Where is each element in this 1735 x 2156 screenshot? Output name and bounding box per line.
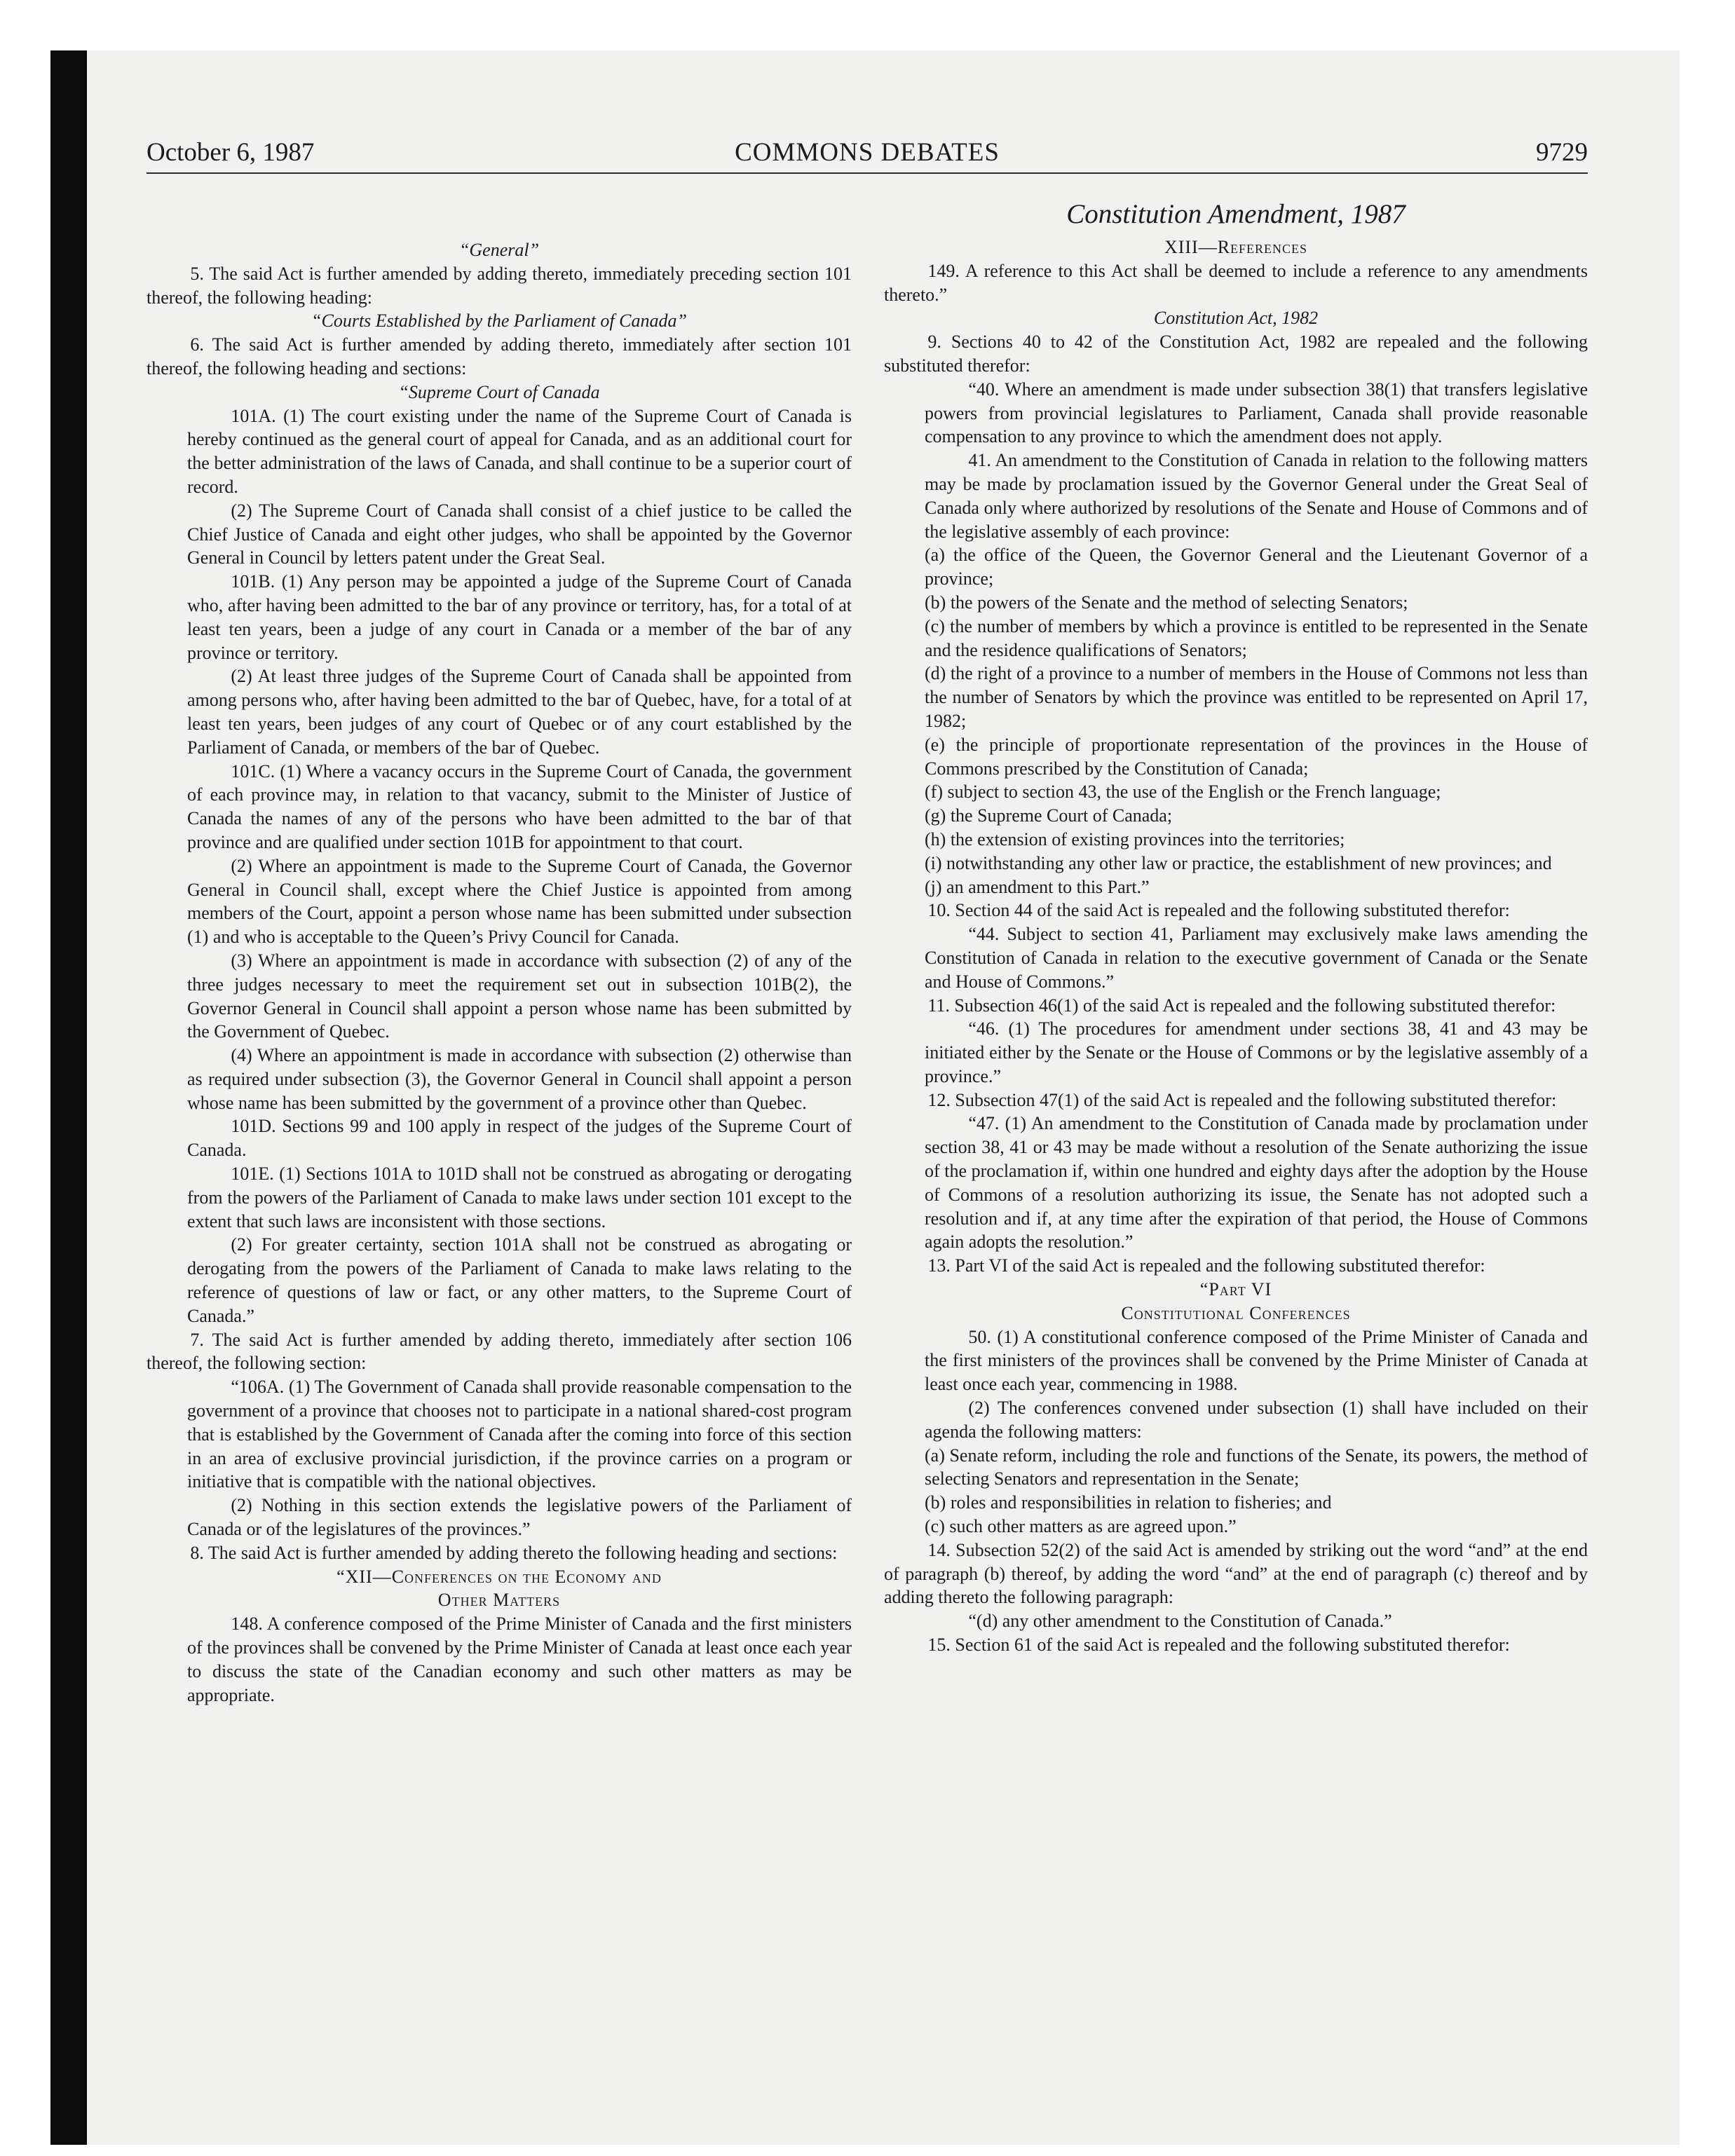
paragraph: 8. The said Act is further amended by adding thereto the following heading and sections: <box>190 1542 838 1563</box>
header-date: October 6, 1987 <box>147 138 315 167</box>
section-heading: “Courts Established by the Parliament of Canada” <box>311 311 687 332</box>
paragraph: (e) the principle of proportionate representation of the provinces in the House of Commons prescribed by the Constitution of Canada; <box>925 734 1588 779</box>
section-heading: Other Matters <box>437 1590 561 1611</box>
section-heading: “Part VI <box>1199 1279 1272 1300</box>
paragraph: (b) the powers of the Senate and the method of selecting Senators; <box>925 592 1408 613</box>
paragraph: 5. The said Act is further amended by adding thereto, immediately preceding section 101 thereof, the following heading: <box>147 263 852 308</box>
paragraph: (c) such other matters as are agreed upon.” <box>925 1516 1237 1537</box>
paragraph: (2) Nothing in this section extends the legislative powers of the Parliament of Canada or of the legislatures of the provinces.” <box>187 1495 852 1540</box>
paragraph: 15. Section 61 of the said Act is repealed and the following substituted therefor: <box>927 1635 1510 1656</box>
paragraph: 101C. (1) Where a vacancy occurs in the Supreme Court of Canada, the government of each province may, in relation to that vacancy, submit to the Minister of Justice of Canada the names of any of the persons who have been admitted to the bar of that province and are qualified under section 101B for appointment to that court. <box>187 760 852 852</box>
paragraph: 148. A conference composed of the Prime Minister of Canada and the first ministers of the provinces shall be convened by the Prime Minister of Canada at least once each year to discuss the state of the Canadian economy and such other matters as may be appropriate. <box>187 1613 852 1705</box>
paragraph: “106A. (1) The Government of Canada shall provide reasonable compensation to the government of a province that chooses not to participate in a national shared-cost program that is established by the Government of Canada after the coming into force of this section in an area of exclusive provincial jurisdiction, if the province carries on a program or initiative that is compatible with the national objectives. <box>187 1377 852 1492</box>
section-heading: “General” <box>458 240 540 260</box>
paragraph: (c) the number of members by which a province is entitled to be represented in the Senate and the residence qualifications of Senators; <box>925 615 1588 660</box>
paragraph: 41. An amendment to the Constitution of Canada in relation to the following matters may be made by proclamation issued by the Governor General under the Great Seal of Canada only where authorized by resolutions of the Senate and House of Commons and of the legislative assembly of each province: <box>925 450 1588 542</box>
section-heading: Constitution Amendment, 1987 <box>1066 199 1406 229</box>
paragraph: “47. (1) An amendment to the Constitution of Canada made by proclamation under section 38, 41 or 43 may be made without a resolution of the Senate authorizing the issue of the proclamation if, within one hundred and eighty days after the adoption by the House of Commons of a resolution authorizing its issue, the Senate has not adopted such a resolution and if, at any time after the expiration of that period, the House of Commons again adopts the resolution.” <box>925 1113 1588 1253</box>
paragraph: (2) For greater certainty, section 101A shall not be construed as abrogating or derogating from the powers of the Parliament of Canada to make laws relating to the reference of questions of law or fact, or any other matters, to the Supreme Court of Canada.” <box>187 1234 852 1326</box>
section-heading: XIII—References <box>1164 237 1308 257</box>
paragraph: (a) the office of the Queen, the Governor General and the Lieutenant Governor of a province; <box>925 545 1588 589</box>
section-heading: Constitution Act, 1982 <box>1153 308 1319 329</box>
paragraph: 7. The said Act is further amended by adding thereto, immediately after section 106 thereof, the following section: <box>147 1329 852 1374</box>
paragraph: “40. Where an amendment is made under subsection 38(1) that transfers legislative powers from provincial legislatures to Parliament, Canada shall provide reasonable compensation to any province to which the amendment does not apply. <box>925 378 1588 447</box>
paragraph: 12. Subsection 47(1) of the said Act is repealed and the following substituted therefor: <box>927 1089 1557 1110</box>
paragraph: 50. (1) A constitutional conference composed of the Prime Minister of Canada and the first ministers of the provinces shall be convened by the Prime Minister of Canada at least once each year, commencing in 1988. <box>925 1326 1588 1395</box>
paragraph: (2) The Supreme Court of Canada shall consist of a chief justice to be called the Chief Justice of Canada and eight other judges, who shall be appointed by the Governor General in Council by letters patent under the Great Seal. <box>187 500 852 568</box>
header-publication: COMMONS DEBATES <box>735 138 1000 167</box>
paragraph: “46. (1) The procedures for amendment under sections 38, 41 and 43 may be initiated either by the Senate or the House of Commons or by the legislative assembly of a province.” <box>925 1018 1588 1086</box>
paragraph: 6. The said Act is further amended by adding thereto, immediately after section 101 thereof, the following heading and sections: <box>147 334 852 378</box>
paragraph: (f) subject to section 43, the use of the English or the French language; <box>925 782 1441 803</box>
paragraph: (2) The conferences convened under subsection (1) shall have included on their agenda the following matters: <box>925 1398 1588 1442</box>
paragraph: (b) roles and responsibilities in relation to fisheries; and <box>925 1492 1332 1513</box>
paragraph: 101A. (1) The court existing under the name of the Supreme Court of Canada is hereby continued as the general court of appeal for Canada, and as an additional court for the better administration of the laws of Canada, and shall continue to be a superior court of record. <box>187 405 852 497</box>
section-heading: “XII—Conferences on the Economy and <box>336 1566 662 1587</box>
paragraph: 149. A reference to this Act shall be deemed to include a reference to any amendments thereto.” <box>884 260 1588 305</box>
section-heading: “Supreme Court of Canada <box>398 381 600 402</box>
paragraph: 9. Sections 40 to 42 of the Constitution Act, 1982 are repealed and the following substituted therefor: <box>884 332 1588 376</box>
paragraph: (2) Where an appointment is made to the Supreme Court of Canada, the Governor General in Council shall, except where the Chief Justice is appointed from among members of the Court, appoint a person whose name has been submitted under subsection (1) and who is acceptable to the Queen’s Privy Council for Canada. <box>187 855 852 948</box>
scan-edge <box>50 50 87 2145</box>
paragraph: (3) Where an appointment is made in accordance with subsection (2) of any of the three judges necessary to meet the requirement set out in subsection 101B(2), the Governor General in Council shall appoint a person whose name has been submitted by the Government of Quebec. <box>187 950 852 1042</box>
paragraph: (i) notwithstanding any other law or practice, the establishment of new provinces; and <box>925 852 1552 873</box>
paragraph: 11. Subsection 46(1) of the said Act is repealed and the following substituted therefor: <box>927 995 1556 1016</box>
paragraph: (d) the right of a province to a number of members in the House of Commons not less than the number of Senators by which the province was entitled to be represented on April 17, 1982; <box>925 663 1588 731</box>
header-page-number: 9729 <box>1536 138 1588 167</box>
left-column <box>147 238 852 1707</box>
right-column <box>884 196 1588 1657</box>
paragraph: 13. Part VI of the said Act is repealed and the following substituted therefor: <box>927 1255 1485 1276</box>
paragraph: (2) At least three judges of the Supreme Court of Canada shall be appointed from among persons who, after having been admitted to the bar of Quebec, have, for a total of at least ten years, been judges of any court of Quebec or of any court established by the Parliament of Canada, or members of the bar of Quebec. <box>187 666 852 758</box>
paragraph: (h) the extension of existing provinces into the territories; <box>925 828 1345 850</box>
paragraph: 14. Subsection 52(2) of the said Act is amended by striking out the word “and” at the end of paragraph (b) thereof, by adding the word “and” at the end of paragraph (c) thereof and by adding thereto the following paragraph: <box>884 1539 1588 1608</box>
section-heading: Constitutional Conferences <box>1121 1302 1351 1323</box>
paragraph: 101B. (1) Any person may be appointed a judge of the Supreme Court of Canada who, after having been admitted to the bar of any province or territory, has, for a total of at least ten years, been a judge of any court in Canada or a member of the bar of any province or territory. <box>187 571 852 663</box>
paragraph: 101D. Sections 99 and 100 apply in respect of the judges of the Supreme Court of Canada. <box>187 1116 852 1161</box>
page-header <box>147 139 1588 174</box>
paragraph: “44. Subject to section 41, Parliament may exclusively make laws amending the Constitution of Canada in relation to the executive government of Canada or the Senate and House of Commons.” <box>925 924 1588 992</box>
paragraph: (a) Senate reform, including the role and functions of the Senate, its powers, the method of selecting Senators and representation in the Senate; <box>925 1445 1588 1489</box>
paragraph: 10. Section 44 of the said Act is repealed and the following substituted therefor: <box>927 900 1510 921</box>
paragraph: “(d) any other amendment to the Constitution of Canada.” <box>968 1611 1392 1632</box>
paragraph: 101E. (1) Sections 101A to 101D shall not be construed as abrogating or derogating from the powers of the Parliament of Canada to make laws under section 101 except to the extent that such laws are inconsistent with those sections. <box>187 1164 852 1231</box>
paragraph: (g) the Supreme Court of Canada; <box>925 805 1173 826</box>
paragraph: (j) an amendment to this Part.” <box>925 876 1150 897</box>
paragraph: (4) Where an appointment is made in accordance with subsection (2) otherwise than as required under subsection (3), the Governor General in Council shall appoint a person whose name has been submitted by the government of a province other than Quebec. <box>187 1045 852 1113</box>
